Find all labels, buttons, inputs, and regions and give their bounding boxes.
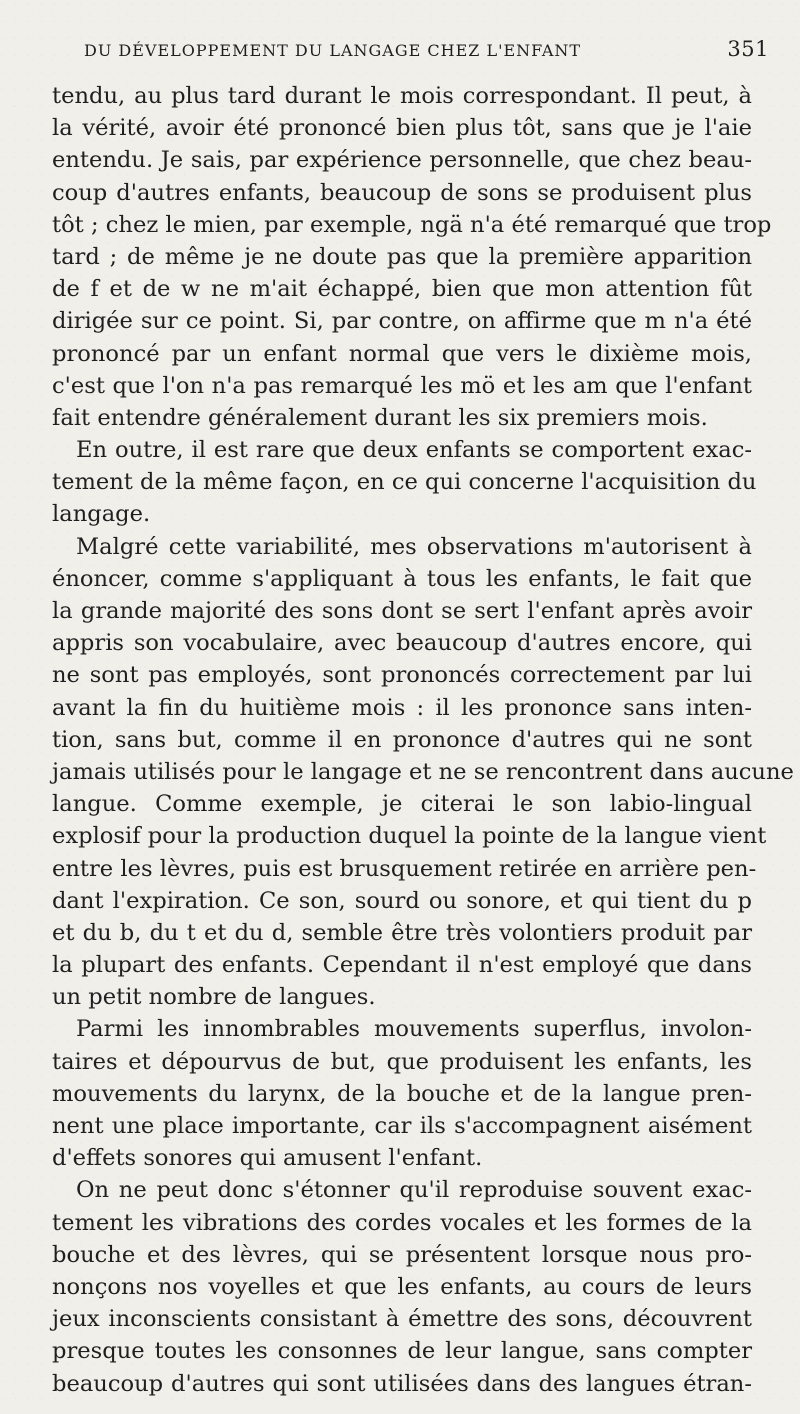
- text-line: tement les vibrations des cordes vocales et les formes de la: [52, 1209, 752, 1236]
- text-line: tard ; de même je ne doute pas que la première apparition: [52, 243, 752, 270]
- text-line: jeux inconscients consistant à émettre des sons, découvrent: [52, 1306, 752, 1333]
- text-line: d'effets sonores qui amusent l'enfant.: [52, 1145, 483, 1172]
- text-line: jamais utilisés pour le langage et ne se rencontrent dans aucune: [52, 758, 794, 785]
- text-line: tôt ; chez le mien, par exemple, ngä n'a été remarqué que trop: [52, 211, 772, 238]
- text-line: nonçons nos voyelles et que les enfants, au cours de leurs: [52, 1273, 752, 1300]
- body-text: [52, 80, 794, 1400]
- paragraph-first-line: On ne peut donc s'étonner qu'il reproduise souvent exac-: [76, 1177, 752, 1204]
- text-line: ne sont pas employés, sont prononcés correctement par lui: [52, 662, 752, 689]
- text-line: un petit nombre de langues.: [52, 984, 376, 1011]
- text-line: bouche et des lèvres, qui se présentent lorsque nous pro-: [52, 1241, 752, 1268]
- running-header: [84, 37, 769, 67]
- text-line: de f et de w ne m'ait échappé, bien que mon attention fût: [52, 276, 752, 303]
- text-line: mouvements du larynx, de la bouche et de la langue pren-: [52, 1080, 752, 1107]
- text-line: appris son vocabulaire, avec beaucoup d'autres encore, qui: [52, 630, 752, 657]
- text-line: la vérité, avoir été prononcé bien plus tôt, sans que je l'aie: [52, 115, 752, 142]
- text-line: coup d'autres enfants, beaucoup de sons se produisent plus: [52, 179, 752, 206]
- text-line: fait entendre généralement durant les six premiers mois.: [52, 404, 708, 431]
- text-line: presque toutes les consonnes de leur langue, sans compter: [52, 1338, 752, 1365]
- text-line: énoncer, comme s'appliquant à tous les enfants, le fait que: [52, 565, 752, 592]
- text-line: prononcé par un enfant normal que vers le dixième mois,: [52, 340, 752, 367]
- text-line: beaucoup d'autres qui sont utilisées dans des langues étran-: [52, 1370, 752, 1397]
- text-line: langue. Comme exemple, je citerai le son labio-lingual: [52, 791, 752, 818]
- text-line: entendu. Je sais, par expérience personnelle, que chez beau-: [52, 147, 752, 174]
- text-line: nent une place importante, car ils s'accompagnent aisément: [52, 1113, 752, 1139]
- text-line: entre les lèvres, puis est brusquement retirée en arrière pen-: [52, 855, 757, 882]
- running-title: DU DÉVELOPPEMENT DU LANGAGE CHEZ L'ENFANT: [84, 41, 582, 60]
- text-line: langage.: [52, 501, 151, 528]
- text-line: avant la fin du huitième mois : il les prononce sans inten-: [52, 694, 752, 721]
- paragraph-first-line: Parmi les innombrables mouvements superflus, involon-: [76, 1016, 752, 1043]
- paragraph-first-line: En outre, il est rare que deux enfants se comportent exac-: [76, 437, 752, 464]
- text-line: dant l'expiration. Ce son, sourd ou sonore, et qui tient du p: [52, 887, 752, 914]
- page-number: 351: [727, 37, 769, 61]
- text-line: la grande majorité des sons dont se sert l'enfant après avoir: [52, 598, 752, 624]
- paragraph-first-line: Malgré cette variabilité, mes observations m'autorisent à: [76, 533, 752, 560]
- text-line: la plupart des enfants. Cependant il n'est employé que dans: [52, 952, 752, 979]
- text-line: explosif pour la production duquel la pointe de la langue vient: [52, 823, 767, 850]
- text-line: dirigée sur ce point. Si, par contre, on affirme que m n'a été: [52, 308, 752, 335]
- text-line: tement de la même façon, en ce qui concerne l'acquisition du: [52, 469, 757, 496]
- text-line: c'est que l'on n'a pas remarqué les mö et les am que l'enfant: [52, 372, 752, 399]
- text-line: et du b, du t et du d, semble être très volontiers produit par: [52, 919, 752, 946]
- text-line: tion, sans but, comme il en prononce d'autres qui ne sont: [52, 726, 752, 753]
- text-line: tendu, au plus tard durant le mois correspondant. Il peut, à: [52, 83, 752, 109]
- text-line: taires et dépourvus de but, que produisent les enfants, les: [52, 1048, 752, 1075]
